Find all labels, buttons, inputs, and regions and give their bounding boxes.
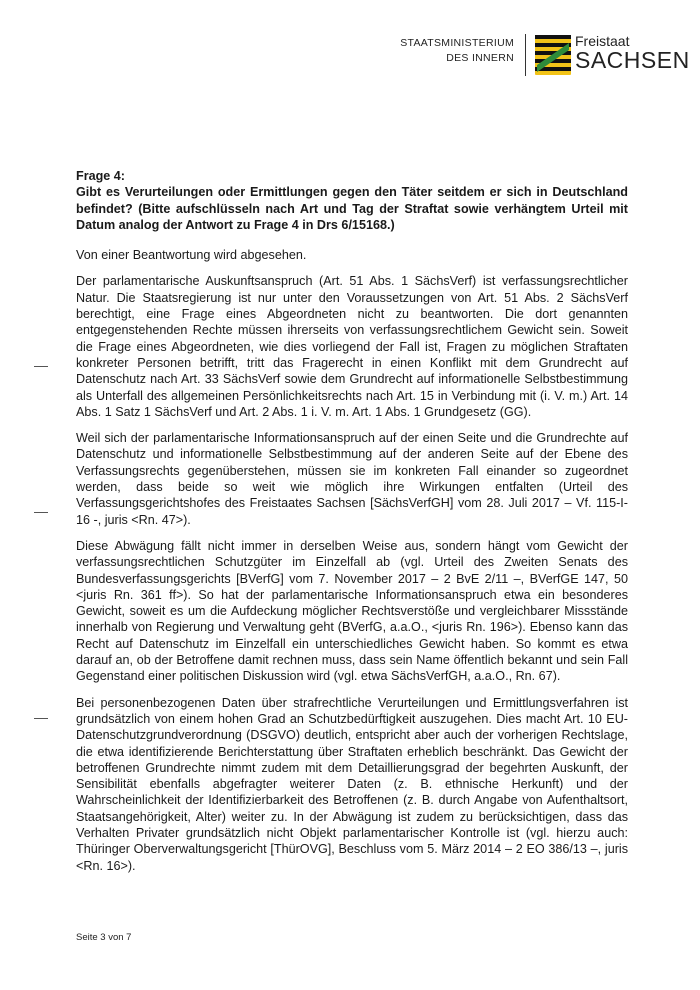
answer-intro: Von einer Beantwortung wird abgesehen. [76,248,307,263]
letterhead [0,32,700,82]
fold-mark [34,366,48,367]
saxony-crest-icon [535,35,571,75]
ministry-name [400,36,514,66]
fold-mark [34,512,48,513]
answer-paragraph-1: Der parlamentarische Auskunftsanspruch (Art. 51 Abs. 1 SächsVerf) ist verfassungsrechtlicher Natur. Die Staatsregierung ist nur unter den Voraussetzungen von Art. 51 Abs. 2 SächsVerf berechtigt, eine Frage eines Abgeordneten nicht zu beantworten. Die dort genannten entgegenstehenden Rechte müssen ihrerseits von verfassungsrechtlichem Gewicht sein. Soweit die Frage eines Abgeordneten, wie dies vorliegend der Fall ist, Fragen zu möglichen Straftaten konkreter Personen betrifft, tritt das Fragerecht in einen Konflikt mit dem Grundrecht auf Datenschutz nach Art. 33 SächsVerf sowie dem Grundrecht auf informationelle Selbstbestimmung als Unterfall des allgemeinen Persönlichkeitsrechts nach Art. 15 in Verbindung mit (i. V. m.) Art. 14 Abs. 1 Satz 1 SächsVerf und Art. 2 Abs. 1 i. V. m. Art. 1 Abs. 1 Grundgesetz (GG). [76,274,628,419]
question-heading: Frage 4: [76,169,125,183]
hole-punch-mark [34,718,48,719]
answer-paragraph-2: Weil sich der parlamentarische Informationsanspruch auf der einen Seite und die Grundrechte auf Datenschutz und informationelle Selbstbestimmung auf der anderen Seite auf der Ebene des Verfassungsrechts gegenüberstehen, müssen sie im konkreten Fall einander so zugeordnet werden, dass beide so weit wie möglich ihre Wirkungen entfalten (Urteil des Verfassungsgerichtshofes des Freistaates Sachsen [SächsVerfGH] vom 28. Juli 2017 – Vf. 115-I-16 -, juris <Rn. 47>). [76,431,628,527]
page-number: Seite 3 von 7 [76,932,132,943]
document-body [76,168,628,874]
state-label-small: Freistaat [575,33,630,49]
question-text: Gibt es Verurteilungen oder Ermittlungen gegen den Täter seitdem er sich in Deutschland befindet? (Bitte aufschlüsseln nach Art und Tag der Straftat sowie verhängtem Urteil mit Datum analog der Antwort zu Frage 4 in Drs 6/15168.) [76,185,628,232]
ministry-line-2: DES INNERN [446,52,514,64]
ministry-line-1: STAATSMINISTERIUM [400,37,514,49]
answer-paragraph-4: Bei personenbezogenen Daten über strafrechtliche Verurteilungen und Ermittlungsverfahren ist grundsätzlich von einem hohen Grad an Schutzbedürftigkeit auszugehen. Dies macht Art. 10 EU-Datenschutzgrundverordnung (DSGVO) deutlich, entspricht aber auch der vorherigen Rechtslage, die etwa identifizierende Berichterstattung über Straftaten erheblich beschränkt. Das Gewicht der betroffenen Grundrechte nimmt zudem mit dem Detaillierungsgrad der begehrten Auskunft, der Sensibilität ebenfalls abgefragter weiterer Daten (z. B. ethnische Herkunft) und der Wahrscheinlichkeit der Identifizierbarkeit des Betroffenen (z. B. durch Angabe von Aufenthaltsort, Staatsangehörigkeit, Alter) weiter zu. In der Abwägung ist zudem zu berücksichtigen, dass das Verhalten Privater grundsätzlich nicht Objekt parlamentarischer Kontrolle ist (vgl. hierzu auch: Thüringer Oberverwaltungsgericht [ThürOVG], Beschluss vom 5. März 2014 – 2 EO 386/13 –, juris <Rn. 16>). [76,695,628,873]
header-divider [525,34,526,76]
answer-paragraph-3: Diese Abwägung fällt nicht immer in derselben Weise aus, sondern hängt vom Gewicht der verfassungsrechtlichen Schutzgüter im Einzelfall ab (vgl. Urteil des Zweiten Senats des Bundesverfassungsgerichts [BVerfG] vom 7. November 2017 – 2 BvE 2/11 –, BVerfGE 147, 50 <juris Rn. 361 ff>). So hat der parlamentarische Informationsanspruch etwa ein besonderes Gewicht, soweit es um die Aufdeckung möglicher Rechtsverstöße und vergleichbarer Missstände innerhalb von Regierung und Verwaltung geht (BVerfG, a.a.O., <juris Rn. 196>). Ebenso kann das Recht auf Datenschutz im Einzelfall ein unterschiedliches Gewicht haben. So kommt es etwa darauf an, ob der Betroffene damit rechnen muss, dass sein Name öffentlich bekannt und sein Fall Gegenstand einer politischen Diskussion wird (vgl. etwa SächsVerfGH, a.a.O., Rn. 67). [76,538,628,684]
state-label-big: SACHSEN [575,47,690,73]
